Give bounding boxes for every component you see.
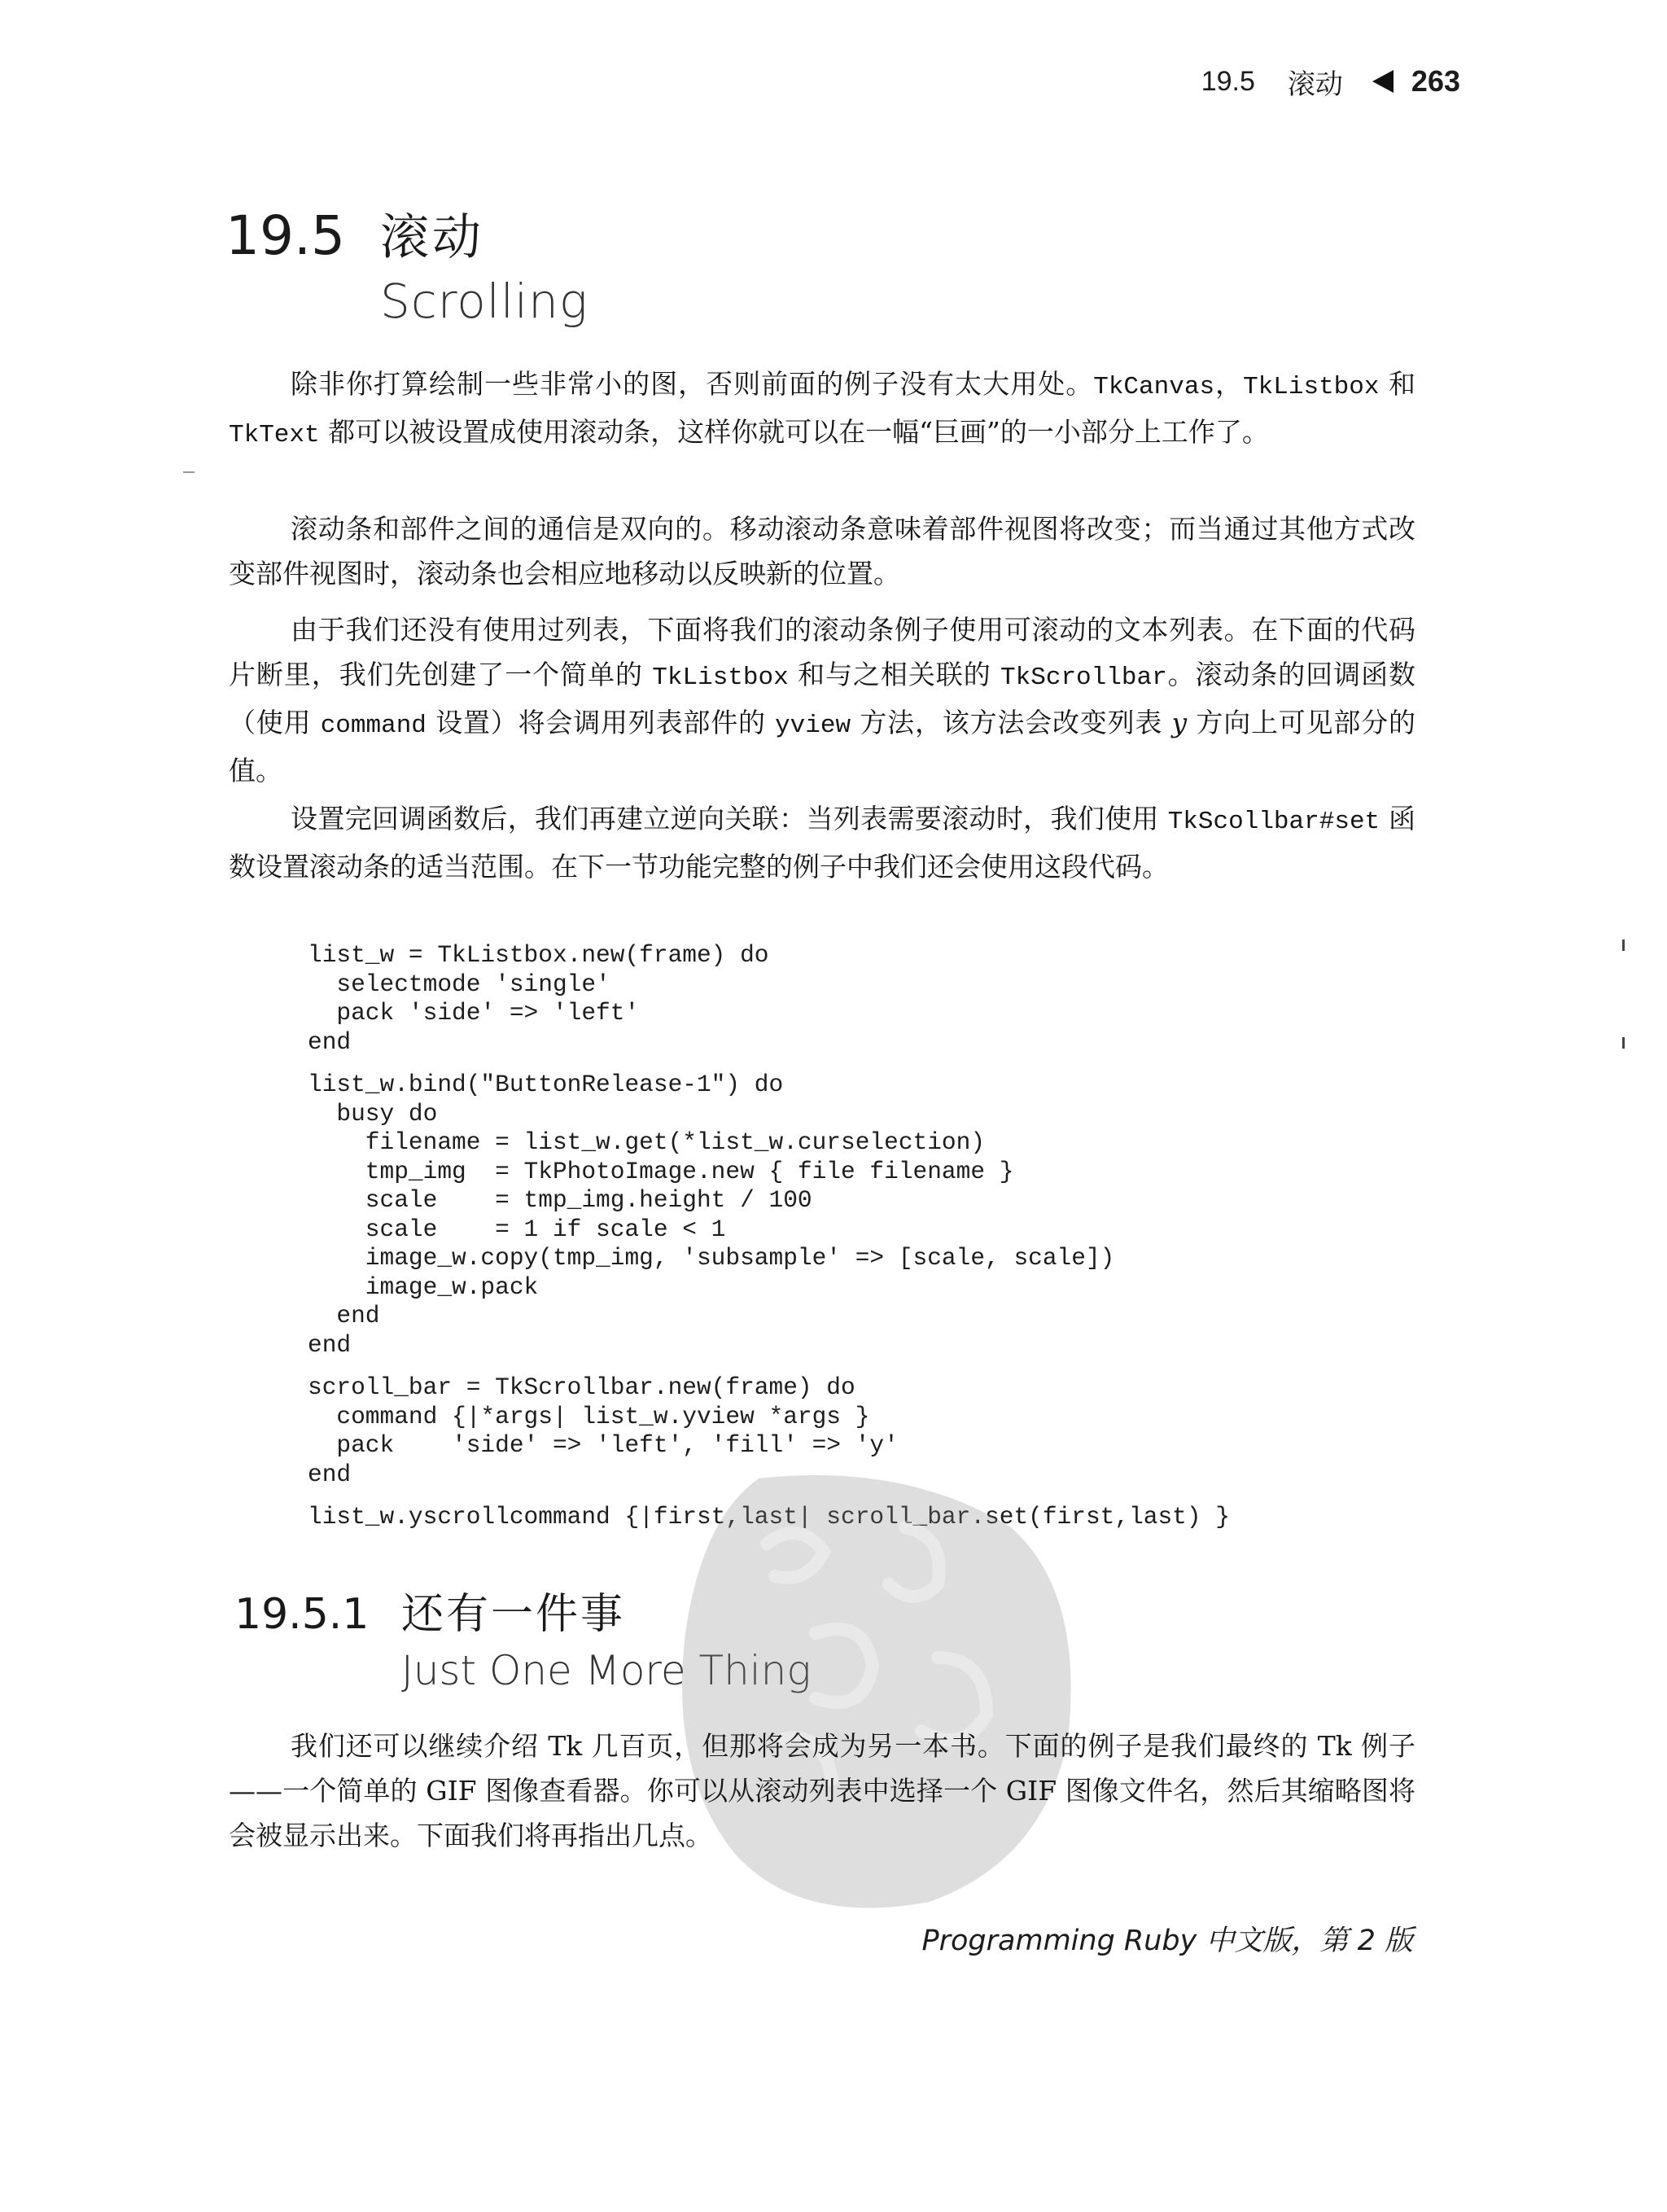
section-heading-number: 19.5 — [225, 204, 345, 267]
code-line: scale = tmp_img.height / 100 — [308, 1186, 812, 1214]
code-line: end — [308, 1330, 352, 1359]
inline-code: TkCanvas — [1093, 373, 1215, 401]
code-line: list_w.yscrollcommand {|first,last| scroll_bar.set(first,last) } — [308, 1503, 1230, 1531]
paragraph-5 — [229, 1724, 1415, 1858]
code-line: image_w.pack — [308, 1272, 539, 1301]
running-header-section-title: 滚动 — [1287, 68, 1343, 101]
paragraph-4 — [229, 796, 1415, 889]
paragraph-text: 除非你打算绘制一些非常小的图，否则前面的例子没有太大用处。 — [291, 368, 1094, 400]
subsection-heading-title-en: Just One More Thing — [401, 1647, 812, 1694]
code-line: tmp_img = TkPhotoImage.new { file filename } — [308, 1157, 1014, 1185]
inline-code: TkScrollbar — [1000, 664, 1167, 692]
scan-mark — [1622, 940, 1625, 951]
paragraph-1 — [229, 361, 1415, 458]
code-line: filename = list_w.get(*list_w.curselection) — [308, 1128, 986, 1156]
running-header — [1201, 64, 1460, 99]
subsection-heading — [234, 1579, 811, 1694]
left-triangle-icon — [1372, 70, 1394, 93]
code-blank-line — [308, 1057, 1230, 1071]
paragraph-2 — [229, 506, 1415, 596]
inline-code: command — [320, 712, 427, 740]
paragraph-text: 都可以被设置成使用滚动条，这样你就可以在一幅“巨画”的一小部分上工作了。 — [319, 416, 1269, 448]
paragraph-text: 滚动条和部件之间的通信是双向的。移动滚动条意味着部件视图将改变；而当通过其他方式改变部件视图时，滚动条也会相应地移动以反映新的位置。 — [229, 513, 1415, 589]
page-number: 263 — [1411, 64, 1460, 98]
code-listing — [308, 941, 1230, 1532]
paragraph-text: 函数设置滚动条的适当范围。在下一节功能完整的例子中我们还会使用这段代码。 — [229, 803, 1415, 883]
paragraph-3 — [229, 607, 1415, 793]
inline-code: yview — [775, 712, 851, 740]
inline-code: TkListbox — [1243, 373, 1380, 401]
paragraph-text: 设置完回调函数后，我们再建立逆向关联：当列表需要滚动时，我们使用 — [291, 803, 1168, 834]
inline-code: TkText — [229, 421, 320, 449]
paragraph-text: 由于我们还没有使用过列表，下面将我们的滚动条例子使用可滚动的文本列表。在下面的代码片断里，我们先创建了一个简单的 — [229, 614, 1415, 690]
paragraph-text: 方向上可见部分的值。 — [229, 707, 1415, 786]
code-line: scale = 1 if scale < 1 — [308, 1215, 726, 1243]
code-line: image_w.copy(tmp_img, 'subsample' => [scale, scale]) — [308, 1244, 1115, 1272]
code-line: busy do — [308, 1099, 438, 1128]
code-line: pack 'side' => 'left' — [308, 999, 640, 1027]
paragraph-text: 和 — [1379, 368, 1415, 400]
math-variable: y — [1171, 707, 1188, 738]
subsection-heading-number: 19.5.1 — [234, 1590, 370, 1639]
inline-code: TkScollbar#set — [1167, 808, 1380, 836]
code-line: command {|*args| list_w.yview *args } — [308, 1402, 870, 1430]
code-line: selectmode 'single' — [308, 970, 610, 998]
scan-mark — [1622, 1037, 1625, 1049]
paragraph-text: 设置）将会调用列表部件的 — [426, 707, 776, 738]
section-heading-title-zh: 滚动 — [380, 209, 484, 266]
code-line: scroll_bar = TkScrollbar.new(frame) do — [308, 1373, 855, 1401]
code-line: end — [308, 1027, 352, 1056]
paragraph-text: 。滚动条的回调函数（使用 — [229, 659, 1416, 738]
code-line: list_w = TkListbox.new(frame) do — [308, 941, 769, 969]
code-line: end — [308, 1460, 352, 1488]
paragraph-text: ， — [1214, 368, 1244, 400]
code-line: pack 'side' => 'left', 'fill' => 'y' — [308, 1431, 899, 1459]
code-line: list_w.bind("ButtonRelease-1") do — [308, 1071, 784, 1098]
inline-code: TkListbox — [652, 664, 789, 692]
footer-book-title: Programming Ruby 中文版，第 2 版 — [921, 1925, 1413, 1957]
subsection-heading-title-zh: 还有一件事 — [401, 1590, 626, 1639]
code-line: end — [308, 1302, 380, 1329]
scan-mark — [183, 471, 195, 473]
paragraph-text: 和与之相关联的 — [788, 659, 1001, 690]
paragraph-text: 方法，该方法会改变列表 — [851, 707, 1172, 738]
section-heading — [225, 199, 588, 329]
paragraph-text: 我们还可以继续介绍 Tk 几百页，但那将会成为另一本书。下面的例子是我们最终的 Tk 例子——一个简单的 GIF 图像查看器。你可以从滚动列表中选择一个 GIF 图像文件名，然后其缩略图将会被显示出来。下面我们将再指出几点。 — [229, 1730, 1415, 1851]
code-blank-line — [308, 1489, 1230, 1503]
running-header-section-number: 19.5 — [1201, 65, 1255, 97]
code-blank-line — [308, 1360, 1230, 1373]
section-heading-title-en: Scrolling — [380, 274, 588, 329]
